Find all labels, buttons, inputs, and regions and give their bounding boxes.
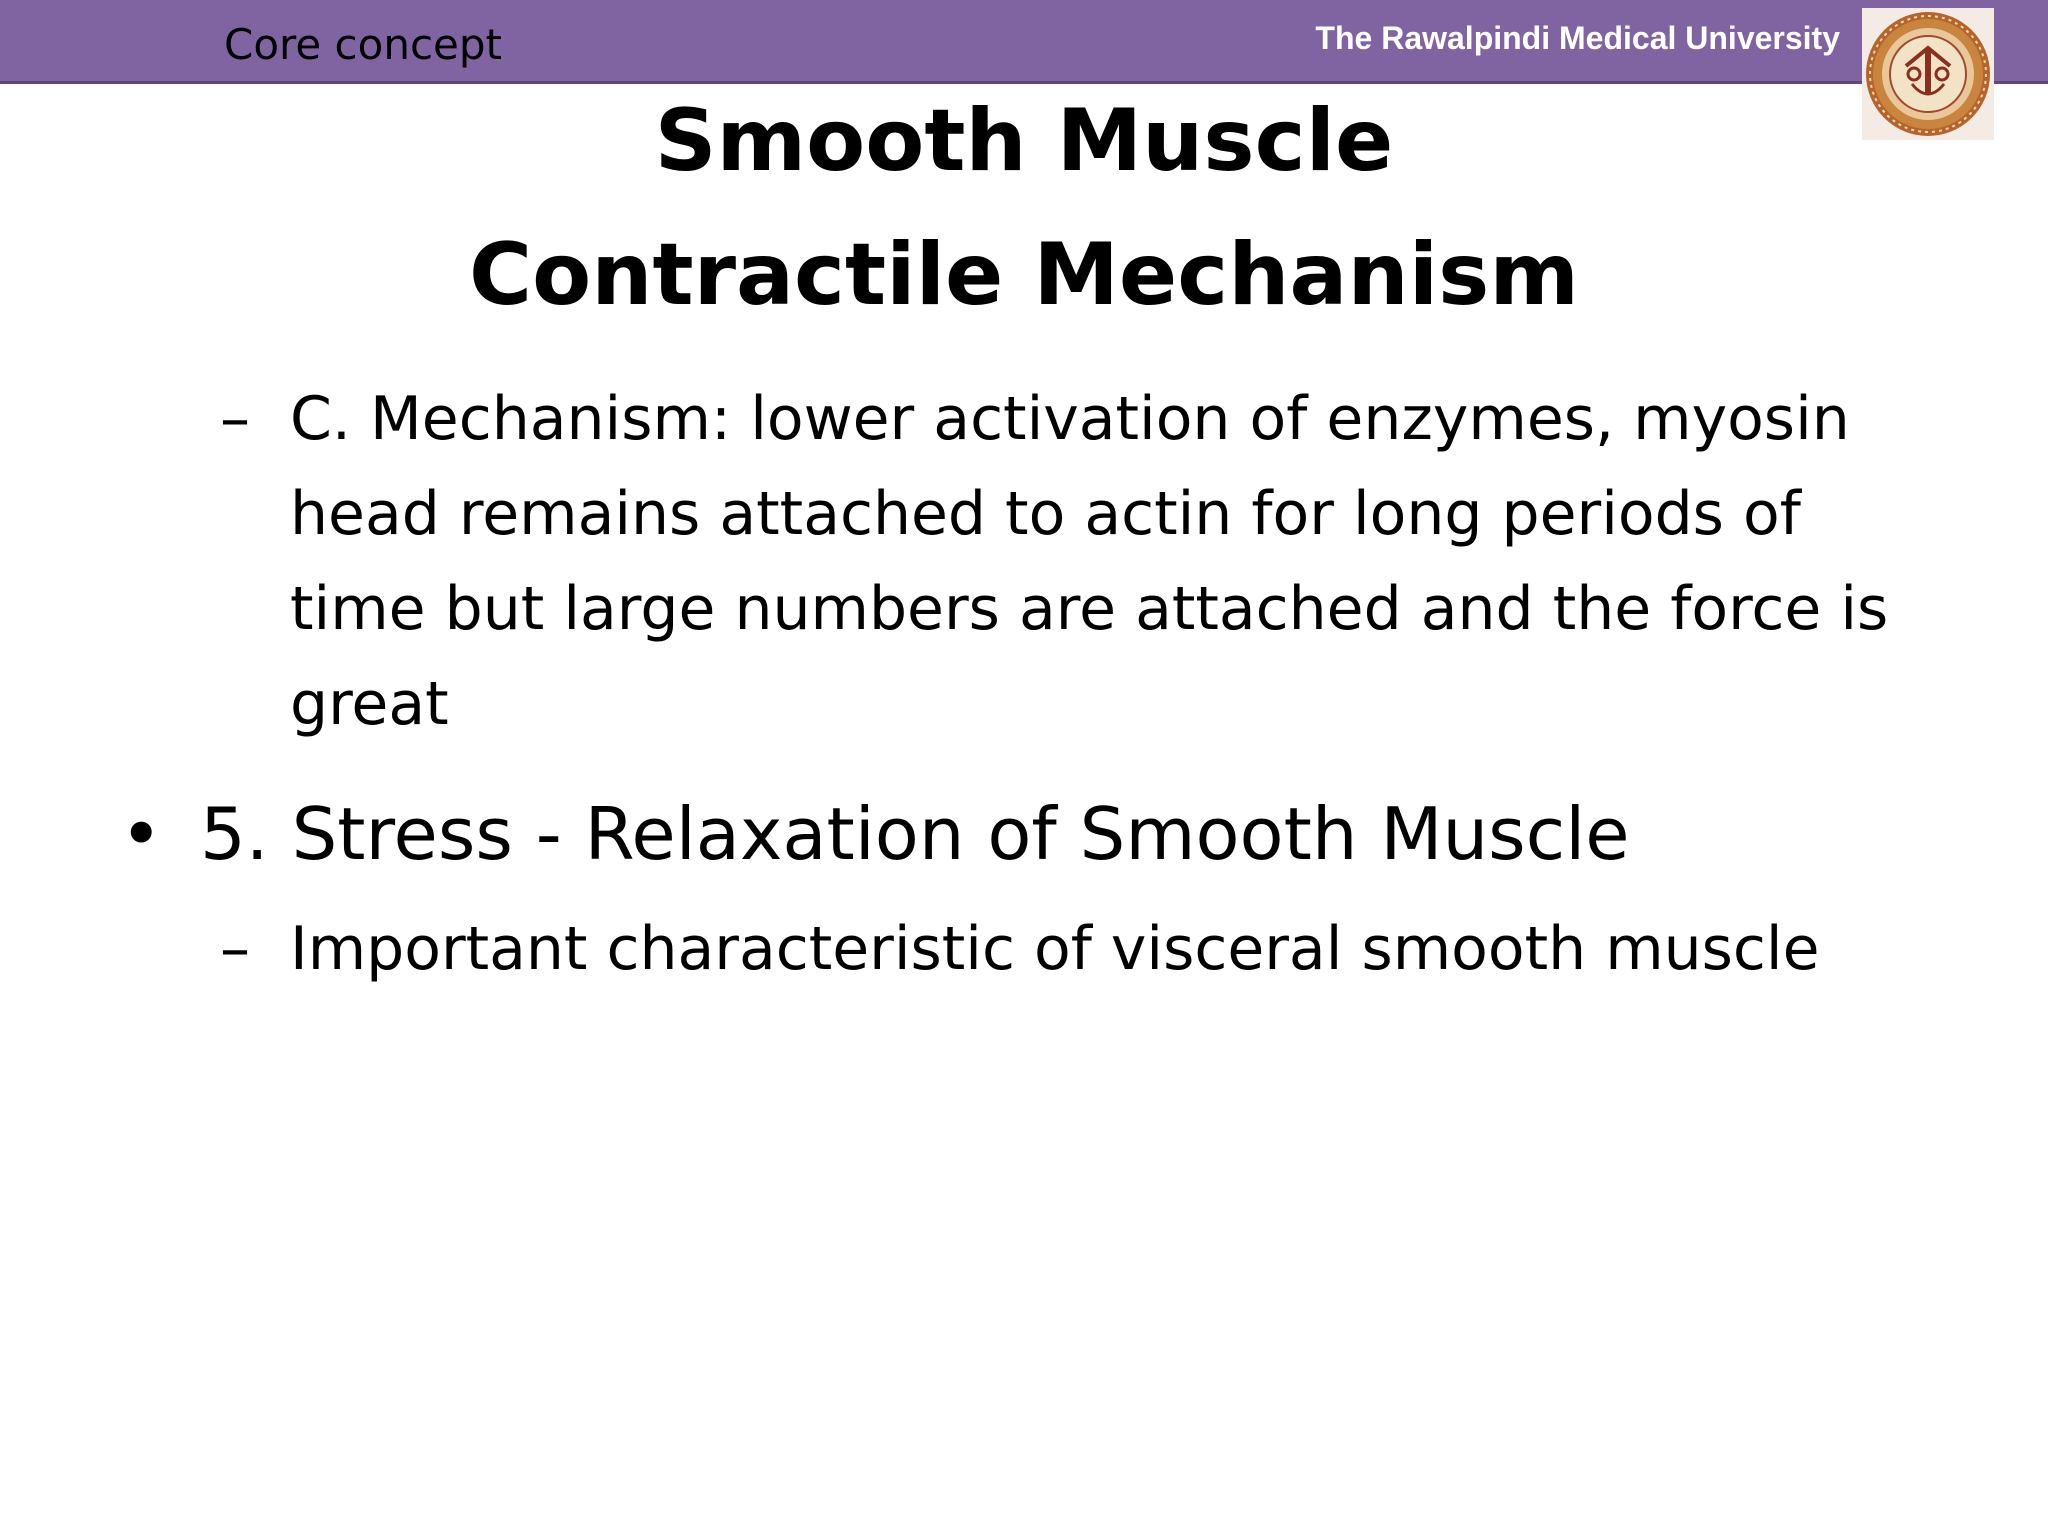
list-item-text: 5. Stress - Relaxation of Smooth Muscle	[200, 792, 1630, 876]
dash-marker: –	[220, 384, 250, 454]
list-item	[120, 784, 1940, 884]
list-item	[220, 902, 1940, 997]
dash-marker: –	[220, 914, 250, 984]
title-line-2: Contractile Mechanism	[469, 225, 1579, 325]
slide-title	[0, 74, 2048, 342]
section-label: Core concept	[224, 20, 503, 69]
title-line-1: Smooth Muscle	[654, 91, 1394, 191]
header-bar	[0, 0, 2048, 84]
bullet-marker: •	[120, 792, 163, 876]
list-item	[220, 372, 1940, 752]
list-item-text: C. Mechanism: lower activation of enzymes, myosin head remains attached to actin for long periods of time but large numbers are attached and the force is great	[290, 384, 1889, 739]
institution-name: The Rawalpindi Medical University	[1315, 20, 1840, 56]
list-item-text: Important characteristic of visceral smooth muscle	[290, 914, 1820, 984]
